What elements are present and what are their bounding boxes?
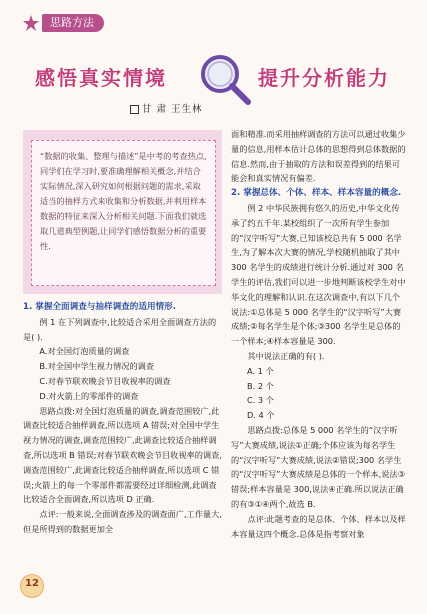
magnifier-icon	[196, 50, 254, 108]
section-tag	[22, 12, 104, 34]
option-c: C.对春节联欢晚会节目收视率的调查	[39, 375, 171, 386]
section-tag-label: 思路方法	[42, 14, 104, 32]
note-2: 点评:此题考查的是总体、个体、样本以及样本容量这四个概念.总体是指考察对象	[231, 513, 406, 539]
example-2: 例 2 中华民族拥有悠久的历史,中华文化传承了约五千年.某校组织了一次所有学生参加的“汉字听写”大赛,已知该校总共有 5 000 名学生,为了解本次大赛的情况,学校随机抽取了其中 300 名学生的成绩进行统计分析.通过对 300 名学生的评估,我们可以进一步地判断该校学生对中华文化的理解和认识.在这次调查中,有以下几个说法:①总体是 5 000 名学生的“汉字听写”大赛成绩;②每名学生是个体;③300 名学生是总体的一个样本;④样本容量是 300.	[231, 202, 406, 347]
analysis-2: 思路点拨:总体是 5 000 名学生的“汉字听写”大赛成绩,说法①正确;个体应该为每名学生的“汉字听写”大赛成绩,说法②错误;300 名学生的“汉字听写”大赛成绩是总体的一个样本,说法③错误;样本容量是 300,说法④正确.所以说法正确的有③①④两个,故选 B.	[231, 424, 405, 509]
byline-text: 甘 肃 王生林	[142, 104, 203, 115]
page-number-text: 12	[25, 578, 39, 589]
option-a: A.对全国灯泡质量的调查	[39, 346, 130, 357]
title-left: 感悟真实情境	[35, 66, 167, 90]
option-2a: A. 1 个	[247, 365, 274, 376]
intro-text: “数据的收集、整理与描述”是中考的考查热点,同学们在学习时,要准确理解相关概念,并结合实际情况,深入研究如何根据问题的需求,采取适当的抽样方式来收集和分析数据,并利用样本数据的特征来深入分析相关问题.下面我们就选取几道典型例题,让同学们感悟数据分析的重要性.	[40, 151, 207, 251]
right-column	[231, 127, 407, 541]
page-number	[20, 574, 44, 598]
option-d: D.对火箭上的零部件的调查	[39, 390, 139, 401]
note-1-continued: 面和精准.而采用抽样调查的方法可以通过收集少量的信息,用样本估计总体的思想得到总体数据的信息.然而,由于抽取的方法和误差得到的结果可能会和真实情况有偏差.	[231, 129, 406, 184]
square-icon	[130, 105, 139, 114]
title-right: 提升分析能力	[258, 66, 390, 90]
intro-box	[23, 130, 222, 294]
option-2d: D. 4 个	[247, 410, 275, 421]
intro-inner	[31, 140, 216, 286]
option-2c: C. 3 个	[247, 395, 274, 406]
star-icon	[22, 14, 40, 32]
option-b: B.对全国中学生视力情况的调查	[39, 361, 155, 372]
byline	[130, 101, 203, 115]
option-2b: B. 2 个	[247, 380, 274, 391]
section-heading-1: 1. 掌握全面调查与抽样调查的适用情形.	[23, 302, 177, 312]
question-2: 其中说法正确的有( ).	[247, 350, 325, 361]
analysis-1: 思路点拨:对全国灯泡质量的调查,调查范围较广,此调查比较适合抽样调查,所以选项 A 错误;对全国中学生视力情况的调查,调查范围较广,此调查比较适合抽样调查,所以选项 B 错误;对春节联欢晚会节目收视率的调查,调查范围较广,此调查比较适合抽样调查,所以选项 C 错误;火箭上的每一个零部件都需要经过详细检测,此调查比较适合全面调查,所以选项 D 正确.	[23, 405, 222, 505]
options-2	[231, 364, 407, 423]
section-heading-2: 2. 掌握总体、个体、样本、样本容量的概念.	[231, 188, 402, 199]
left-column	[23, 300, 222, 537]
example-1: 例 1 在下列调查中,比较适合采用全面调查方法的是( ).	[23, 316, 217, 342]
note-1: 点评:一般来说,全面调查涉及的调查面广,工作量大,但是所得到的数据更加全	[23, 509, 222, 534]
